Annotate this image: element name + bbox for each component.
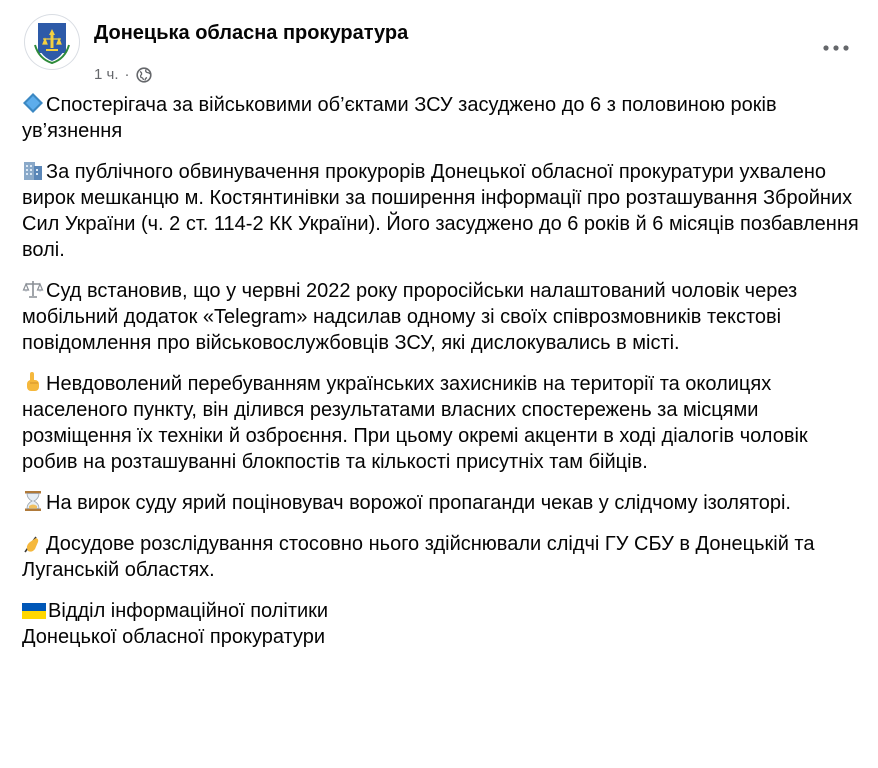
post-paragraph [22, 92, 862, 144]
paragraph-text: За публічного обвинувачення прокурорів Донецької обласної прокуратури ухвалено вирок мешканцю м. Костянтинівки за поширення інформації про розташування Збройних Сил України (ч. 2 ст. 114-2 КК України). Його засуджено до 6 років й 6 місяців позбавлення волі. [22, 161, 859, 261]
prosecutor-emblem-icon [29, 19, 75, 65]
post-paragraph [22, 490, 862, 516]
post-paragraph [22, 531, 862, 583]
more-options-button[interactable] [818, 38, 854, 58]
paragraph-text: Досудове розслідування стосовно нього здійснювали слідчі ГУ СБУ в Донецькій та Луганській областях. [22, 533, 815, 581]
post-paragraph [22, 159, 862, 263]
more-options-icon [822, 44, 850, 52]
paragraph-text: На вирок суду ярий поціновувач ворожої пропаганди чекав у слідчому ізоляторі. [46, 492, 791, 514]
page-name[interactable]: Донецька обласна прокуратура [94, 22, 409, 44]
post-paragraph [22, 371, 862, 475]
balance-scale-icon [22, 278, 44, 300]
post-header [24, 14, 854, 84]
ukraine-flag-icon [22, 602, 46, 620]
page-avatar[interactable] [24, 14, 80, 70]
post-time[interactable]: 1 ч. [94, 66, 119, 83]
globe-icon [136, 67, 152, 83]
pointing-finger-icon [22, 371, 44, 393]
paragraph-text: Невдоволений перебуванням українських захисників на території та околицях населеного пункту, він ділився результатами власних спостережень за місцями розміщення їх техніки й озброєння. При цьому окремі акценти в ході діалогів чоловік робив на розташуванні блокпостів та кількості присутніх там бійців. [22, 373, 808, 473]
paragraph-text: Суд встановив, що у червні 2022 року проросійськи налаштований чоловік через мобільний додаток «Telegram» надсилав одному зі своїх співрозмовників текстові повідомлення про військовослужбовців ЗСУ, які дислокувались в місті. [22, 280, 798, 354]
signature-line-2: Донецької обласної прокуратури [22, 626, 325, 648]
paragraph-text: Спостерігача за військовими об’єктами ЗСУ засуджено до 6 з половиною років ув’язнення [22, 94, 777, 142]
signature [22, 598, 862, 650]
writing-hand-icon [22, 531, 44, 553]
post-meta [94, 64, 152, 86]
meta-separator: · [124, 66, 130, 83]
blue-diamond-icon [22, 92, 44, 114]
office-building-icon [22, 159, 44, 181]
post-paragraph [22, 278, 862, 356]
signature-line-1: Відділ інформаційної політики [48, 600, 329, 622]
post-text [22, 92, 862, 665]
hourglass-icon [22, 490, 44, 512]
